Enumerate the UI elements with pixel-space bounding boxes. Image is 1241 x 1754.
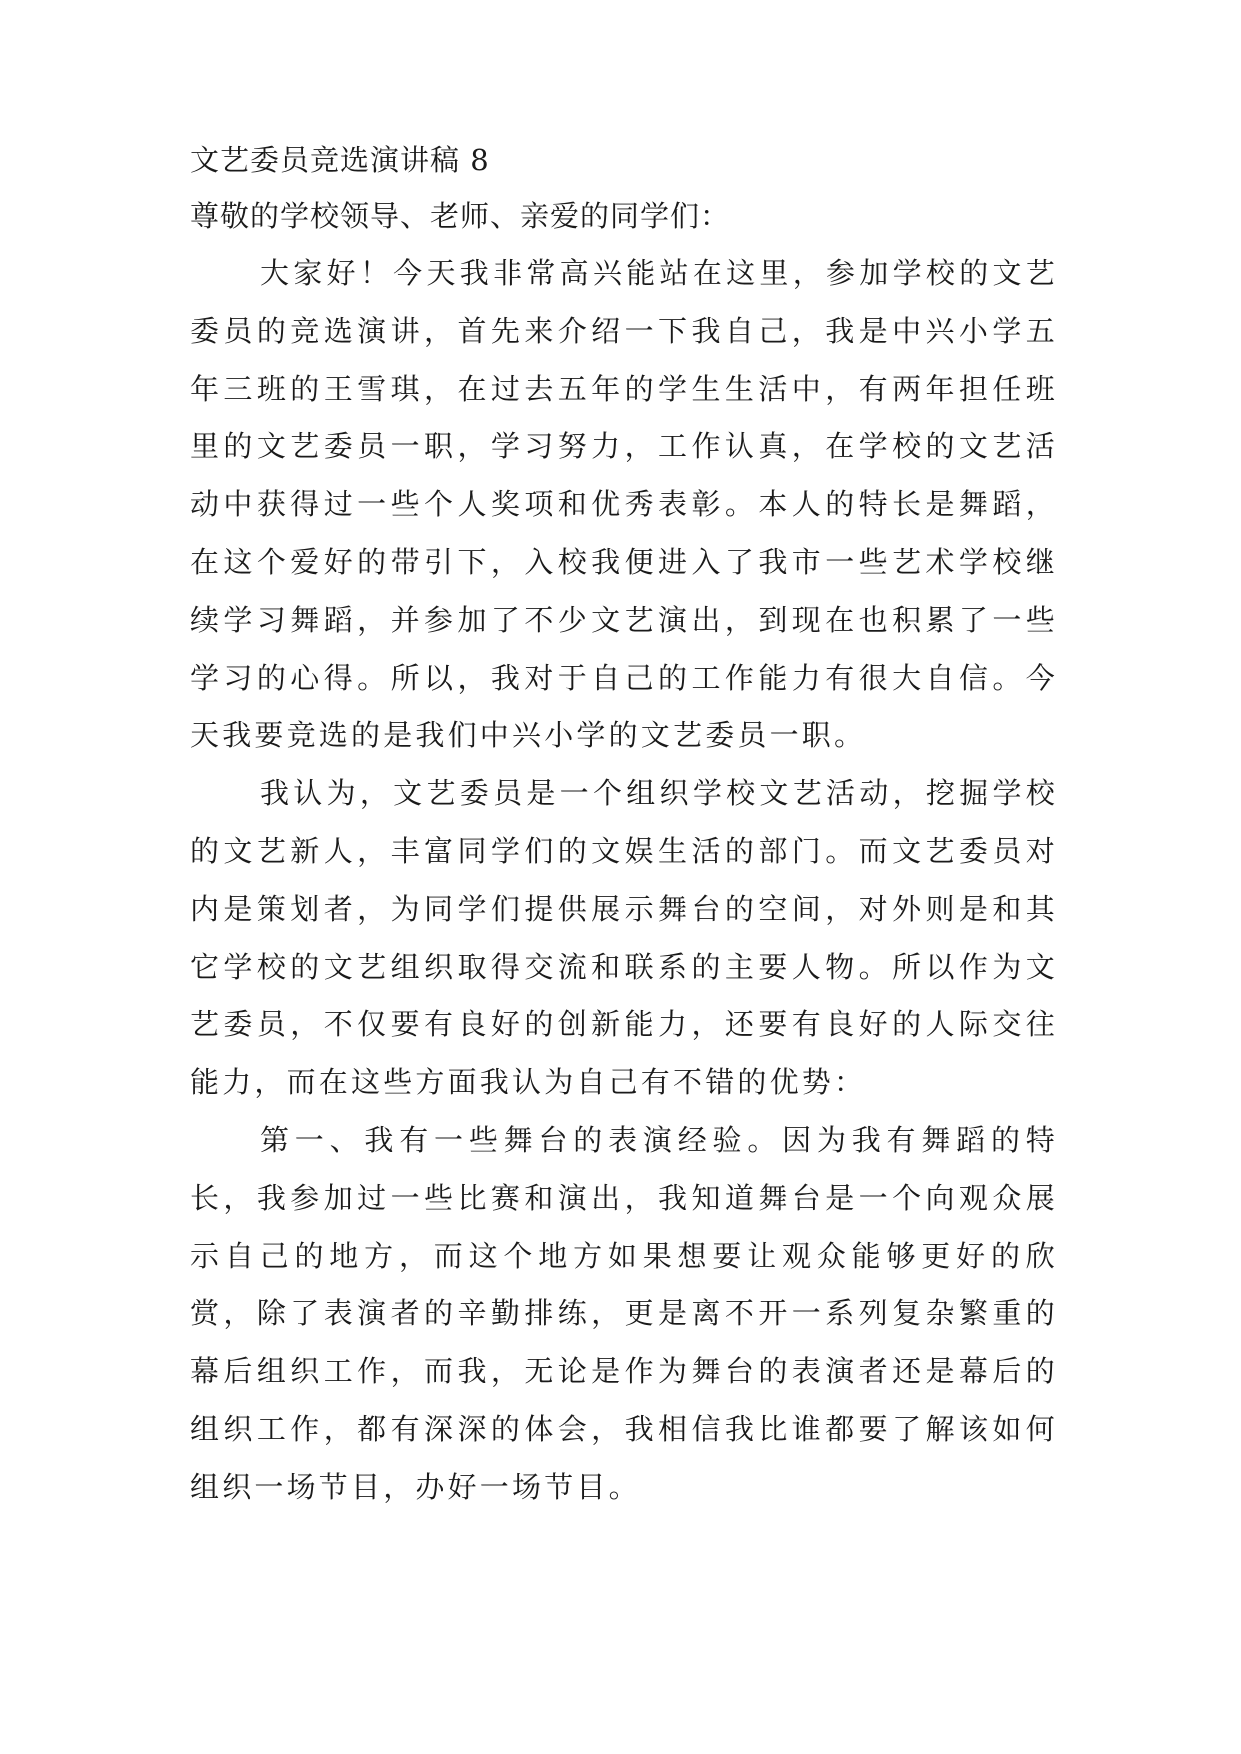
document-title: 文艺委员竞选演讲稿 8: [190, 143, 490, 177]
paragraph-introduction: 大家好！今天我非常高兴能站在这里，参加学校的文艺委员的竞选演讲，首先来介绍一下我自己，我是中兴小学五年三班的王雪琪，在过去五年的学生生活中，有两年担任班里的文艺委员一职，学习努力，工作认真，在学校的文艺活动中获得过一些个人奖项和优秀表彰。本人的特长是舞蹈，在这个爱好的带引下，入校我便进入了我市一些艺术学校继续学习舞蹈，并参加了不少文艺演出，到现在也积累了一些学习的心得。所以，我对于自己的工作能力有很大自信。今天我要竞选的是我们中兴小学的文艺委员一职。: [190, 256, 1058, 753]
document-page: [190, 135, 1058, 1517]
paragraph-advantage-first: 第一、我有一些舞台的表演经验。因为我有舞蹈的特长，我参加过一些比赛和演出，我知道舞台是一个向观众展示自己的地方，而这个地方如果想要让观众能够更好的欣赏，除了表演者的辛勤排练，更是离不开一系列复杂繁重的幕后组织工作，而我，无论是作为舞台的表演者还是幕后的组织工作，都有深深的体会，我相信我比谁都要了解该如何组织一场节目，办好一场节目。: [190, 1122, 1058, 1504]
salutation: 尊敬的学校领导、老师、亲爱的同学们：: [190, 199, 731, 233]
paragraph-role-view: 我认为，文艺委员是一个组织学校文艺活动，挖掘学校的文艺新人，丰富同学们的文娱生活的部门。而文艺委员对内是策划者，为同学们提供展示舞台的空间，对外则是和其它学校的文艺组织取得交流和联系的主要人物。所以作为文艺委员，不仅要有良好的创新能力，还要有良好的人际交往能力，而在这些方面我认为自己有不错的优势：: [190, 776, 1058, 1100]
